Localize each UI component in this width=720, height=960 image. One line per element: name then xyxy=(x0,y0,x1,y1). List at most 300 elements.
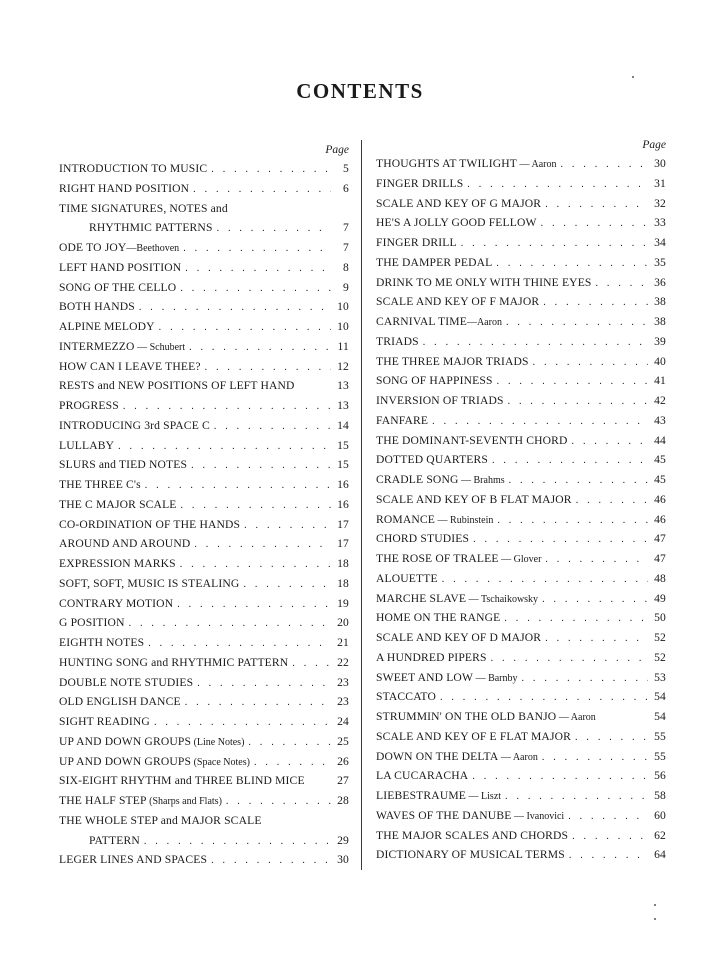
contents-entry xyxy=(376,292,666,312)
dot-leader xyxy=(423,333,648,353)
entry-title xyxy=(59,791,222,812)
entry-title-main: TIME SIGNATURES, NOTES and xyxy=(59,201,228,215)
contents-entry xyxy=(59,534,349,554)
entry-title-main: STACCATO xyxy=(376,690,436,704)
dot-leader xyxy=(596,274,648,294)
entry-page-number: 46 xyxy=(654,512,666,526)
entry-title xyxy=(376,431,568,451)
entry-title xyxy=(59,554,176,574)
dot-leader xyxy=(545,629,648,649)
entry-title-main: CO-ORDINATION OF THE HANDS xyxy=(59,517,241,531)
entry-page-number: 13 xyxy=(337,379,349,393)
entry-composer: (Line Notes) xyxy=(191,736,245,748)
entry-title xyxy=(59,850,207,870)
entry-title-main: LEFT HAND POSITION xyxy=(59,260,182,274)
entry-title xyxy=(376,213,537,233)
contents-entry xyxy=(376,648,666,668)
contents-entry xyxy=(59,791,349,811)
entry-title-main: THE MAJOR SCALES AND CHORDS xyxy=(376,828,569,842)
entry-page-number: 7 xyxy=(343,241,349,254)
entry-page-number: 9 xyxy=(343,280,349,294)
page-title: CONTENTS xyxy=(296,79,424,103)
entry-title xyxy=(59,732,244,753)
contents-entry xyxy=(59,376,349,396)
entry-title xyxy=(59,653,288,673)
dot-leader xyxy=(145,476,331,496)
contents-entry xyxy=(376,312,666,332)
entry-page-number: 25 xyxy=(337,734,349,748)
entry-title xyxy=(376,470,505,491)
print-speck xyxy=(654,918,656,920)
entry-page-number: 33 xyxy=(654,216,666,230)
entry-title xyxy=(376,233,457,253)
entry-page-number: 18 xyxy=(337,576,349,590)
dot-leader xyxy=(509,471,648,491)
dot-leader xyxy=(193,180,331,200)
dot-leader xyxy=(572,827,648,847)
entry-title-main: SCALE AND KEY OF B FLAT MAJOR xyxy=(376,492,572,506)
entry-title xyxy=(376,292,539,312)
entry-title xyxy=(376,687,436,707)
dot-leader xyxy=(504,609,648,629)
dot-leader xyxy=(211,160,331,180)
dot-leader xyxy=(568,807,648,827)
contents-entry xyxy=(376,371,666,391)
entry-page-number: 12 xyxy=(337,359,349,373)
page-column-header: Page xyxy=(642,139,666,151)
entry-title xyxy=(59,396,119,416)
dot-leader xyxy=(497,511,648,531)
entry-title-main: DOUBLE NOTE STUDIES xyxy=(59,675,194,689)
entry-title xyxy=(376,589,538,610)
dot-leader xyxy=(159,318,331,338)
entry-title-main: HUNTING SONG and RHYTHMIC PATTERN xyxy=(59,655,289,669)
entry-page-number: 40 xyxy=(654,354,666,368)
entry-title-main: CHORD STUDIES xyxy=(376,532,470,546)
entry-title-main: SCALE AND KEY OF E FLAT MAJOR xyxy=(376,729,572,743)
dot-leader xyxy=(123,397,331,417)
entry-title xyxy=(59,831,140,851)
entry-title xyxy=(59,633,144,653)
entry-page-number: 18 xyxy=(337,557,349,570)
column-divider xyxy=(361,140,362,870)
entry-page-number: 42 xyxy=(654,394,666,407)
contents-entry xyxy=(376,510,666,530)
contents-entry xyxy=(376,628,666,648)
entry-title xyxy=(376,273,592,293)
entry-title xyxy=(59,159,207,179)
dot-leader xyxy=(440,688,648,708)
entry-title-main: THOUGHTS AT TWILIGHT xyxy=(376,157,518,170)
contents-entry xyxy=(376,470,666,490)
dot-leader xyxy=(180,555,331,575)
entry-title xyxy=(59,199,228,219)
entry-title xyxy=(59,712,150,732)
entry-page-number: 10 xyxy=(337,320,349,333)
dot-leader xyxy=(181,496,331,516)
dot-leader xyxy=(248,733,331,753)
entry-title-main: PATTERN xyxy=(89,833,140,847)
entry-page-number: 10 xyxy=(337,300,349,314)
entry-composer: — Tschaikowsky xyxy=(466,593,539,605)
entry-title xyxy=(59,416,210,436)
entry-title xyxy=(59,455,187,475)
entry-title xyxy=(376,806,564,827)
contents-entry xyxy=(59,179,349,199)
dot-leader xyxy=(139,298,331,318)
entry-title xyxy=(376,391,504,411)
entry-title xyxy=(59,515,240,535)
entry-title-main: HOW CAN I LEAVE THEE? xyxy=(59,359,201,373)
entry-composer: — Barnby xyxy=(473,672,518,684)
entry-title xyxy=(376,648,487,668)
entry-page-number: 30 xyxy=(654,157,666,170)
entry-page-number: 19 xyxy=(337,596,349,610)
entry-page-number: 22 xyxy=(337,655,349,669)
entry-title-main: UP AND DOWN GROUPS xyxy=(59,734,192,748)
entry-title-main: CONTRARY MOTION xyxy=(59,596,174,610)
entry-page-number: 41 xyxy=(654,374,666,388)
contents-entry xyxy=(376,826,666,846)
dot-leader xyxy=(472,767,648,787)
contents-entry xyxy=(59,278,349,298)
entry-page-number: 55 xyxy=(654,749,666,763)
entry-title-main: STRUMMIN' ON THE OLD BANJO xyxy=(376,710,557,723)
contents-entry xyxy=(59,692,349,712)
entry-composer: — Schubert xyxy=(134,341,186,353)
dot-leader xyxy=(461,234,648,254)
entry-page-number: 31 xyxy=(654,176,666,190)
contents-entry xyxy=(376,747,666,767)
entry-page-number: 35 xyxy=(654,255,666,269)
contents-entry xyxy=(59,554,349,574)
contents-entry xyxy=(59,475,349,495)
entry-title xyxy=(376,786,501,807)
entry-title-main: THE THREE C's xyxy=(59,478,141,491)
entry-title-main: RIGHT HAND POSITION xyxy=(59,181,190,195)
dot-leader xyxy=(185,259,331,279)
entry-composer: —Beethoven xyxy=(126,243,180,254)
contents-entry xyxy=(376,450,666,470)
entry-title xyxy=(59,534,190,554)
contents-entry xyxy=(59,732,349,752)
entry-title xyxy=(376,411,428,431)
contents-entry xyxy=(376,766,666,786)
contents-entry xyxy=(59,396,349,416)
contents-list-left xyxy=(59,159,349,870)
entry-title xyxy=(59,218,213,238)
entry-title xyxy=(376,727,571,747)
entry-title xyxy=(59,317,155,337)
entry-title-main: WAVES OF THE DANUBE xyxy=(376,808,512,822)
dot-leader xyxy=(569,846,648,866)
entry-title-main: PROGRESS xyxy=(59,399,119,412)
dot-leader xyxy=(148,634,331,654)
entry-page-number: 47 xyxy=(654,532,666,546)
contents-column-right xyxy=(376,137,666,865)
entry-title xyxy=(376,549,541,570)
entry-title xyxy=(59,475,141,495)
entry-page-number: 17 xyxy=(337,537,349,551)
dot-leader xyxy=(154,713,331,733)
entry-page-number: 47 xyxy=(654,552,666,565)
contents-entry xyxy=(59,752,349,772)
contents-entry xyxy=(376,352,666,372)
dot-leader xyxy=(442,570,648,590)
dot-leader xyxy=(575,728,648,748)
entry-title xyxy=(59,258,181,278)
entry-title-main: HOME ON THE RANGE xyxy=(376,611,501,625)
entry-title-main: ALPINE MELODY xyxy=(59,320,155,333)
entry-page-number: 30 xyxy=(337,853,349,867)
contents-entry xyxy=(376,806,666,826)
entry-page-number: 28 xyxy=(337,794,349,807)
contents-list-right xyxy=(376,154,666,865)
entry-title xyxy=(376,490,572,510)
entry-title-main: SLURS and TIED NOTES xyxy=(59,458,188,472)
entry-title xyxy=(59,673,193,693)
entry-title xyxy=(376,628,541,648)
entry-page-number: 52 xyxy=(654,631,666,644)
dot-leader xyxy=(497,372,648,392)
contents-entry xyxy=(376,174,666,194)
entry-page-number: 23 xyxy=(337,695,349,709)
entry-page-number: 54 xyxy=(654,690,666,704)
entry-title-main: LIEBESTRAUME xyxy=(376,789,467,802)
entry-title xyxy=(376,826,568,846)
entry-title xyxy=(59,179,189,199)
entry-title-main: SONG OF HAPPINESS xyxy=(376,374,493,388)
entry-title-main: AROUND AND AROUND xyxy=(59,537,191,551)
entry-title xyxy=(376,312,502,333)
contents-entry xyxy=(376,707,666,727)
entry-page-number: 15 xyxy=(337,438,349,452)
entry-page-number: 49 xyxy=(654,591,666,605)
entry-title-main: THE HALF STEP xyxy=(59,794,147,807)
dot-leader xyxy=(292,654,331,674)
dot-leader xyxy=(194,535,331,555)
dot-leader xyxy=(217,219,331,239)
entry-title-main: A HUNDRED PIPERS xyxy=(376,650,487,664)
entry-page-number: 15 xyxy=(337,458,349,472)
contents-entry xyxy=(59,218,349,238)
dot-leader xyxy=(561,155,649,175)
dot-leader xyxy=(254,753,331,773)
contents-entry xyxy=(59,712,349,732)
entry-page-number: 38 xyxy=(654,295,666,309)
entry-composer: — Glover xyxy=(498,554,542,565)
dot-leader xyxy=(432,412,648,432)
entry-title xyxy=(59,376,295,396)
entry-title-main: DICTIONARY OF MUSICAL TERMS xyxy=(376,848,565,862)
contents-column-left xyxy=(59,142,349,870)
entry-title-main: THE WHOLE STEP and MAJOR SCALE xyxy=(59,813,262,827)
contents-entry xyxy=(376,273,666,293)
entry-title-main: ODE TO JOY xyxy=(59,241,127,254)
dot-leader xyxy=(189,338,331,358)
dot-leader xyxy=(496,254,648,274)
entry-title xyxy=(376,766,468,786)
entry-title-main: FINGER DRILL xyxy=(376,236,457,249)
entry-title xyxy=(59,297,135,317)
entry-composer: — Brahms xyxy=(458,475,505,486)
entry-title xyxy=(59,337,185,358)
entry-page-number: 46 xyxy=(654,492,666,506)
entry-title-main: DRINK TO ME ONLY WITH THINE EYES xyxy=(376,275,592,289)
entry-title xyxy=(59,692,181,712)
entry-title-main: CARNIVAL TIME xyxy=(376,315,467,328)
entry-page-number: 8 xyxy=(343,260,349,274)
entry-page-number: 20 xyxy=(337,616,349,630)
entry-page-number: 38 xyxy=(654,315,666,328)
entry-title xyxy=(59,771,305,791)
entry-title-main: LULLABY xyxy=(59,438,115,452)
entry-title xyxy=(59,436,114,456)
contents-entry xyxy=(376,845,666,865)
entry-title-main: SIX-EIGHT RHYTHM and THREE BLIND MICE xyxy=(59,774,305,788)
entry-title-main: LEGER LINES AND SPACES xyxy=(59,853,208,867)
entry-title xyxy=(59,752,250,773)
contents-entry xyxy=(59,495,349,515)
page-column-header: Page xyxy=(325,144,349,156)
entry-page-number: 55 xyxy=(654,729,666,743)
entry-page-number: 24 xyxy=(337,715,349,728)
entry-title-main: THE ROSE OF TRALEE xyxy=(376,552,499,565)
dot-leader xyxy=(211,851,331,871)
entry-composer: — Aaron xyxy=(556,712,596,723)
entry-title xyxy=(59,238,179,259)
entry-title-main: RHYTHMIC PATTERNS xyxy=(89,221,213,235)
entry-page-number: 16 xyxy=(337,478,349,491)
entry-page-number: 6 xyxy=(343,181,349,195)
contents-entry xyxy=(59,574,349,594)
entry-title xyxy=(376,608,500,628)
dot-leader xyxy=(491,649,648,669)
entry-page-number: 50 xyxy=(654,611,666,625)
dot-leader xyxy=(576,491,648,511)
dot-leader xyxy=(183,239,331,259)
entry-title-main: THE THREE MAJOR TRIADS xyxy=(376,354,529,368)
entry-title xyxy=(376,707,596,728)
entry-title-main: DOWN ON THE DELTA xyxy=(376,749,499,763)
print-speck xyxy=(632,76,634,78)
entry-page-number: 36 xyxy=(654,275,666,289)
dot-leader xyxy=(197,674,331,694)
entry-title-main: INTERMEZZO xyxy=(59,339,135,353)
entry-title xyxy=(59,811,262,831)
dot-leader xyxy=(185,693,331,713)
contents-entry xyxy=(59,159,349,179)
entry-title-main: FANFARE xyxy=(376,413,429,427)
entry-page-number: 44 xyxy=(654,433,666,447)
dot-leader xyxy=(508,392,648,412)
entry-page-number: 11 xyxy=(337,339,349,353)
entry-page-number: 60 xyxy=(654,808,666,822)
contents-entry xyxy=(59,633,349,653)
entry-title xyxy=(59,613,125,633)
entry-title-main: HE'S A JOLLY GOOD FELLOW xyxy=(376,216,537,230)
contents-entry xyxy=(59,455,349,475)
entry-title xyxy=(376,371,493,391)
entry-title-main: TRIADS xyxy=(376,334,419,348)
dot-leader xyxy=(129,614,331,634)
contents-entry xyxy=(59,416,349,436)
entry-title xyxy=(376,154,557,175)
dot-leader xyxy=(118,437,331,457)
contents-entry xyxy=(59,258,349,278)
entry-composer: (Sharps and Flats) xyxy=(146,796,222,807)
contents-entry xyxy=(376,608,666,628)
contents-entry xyxy=(376,332,666,352)
entry-title-main: CRADLE SONG xyxy=(376,473,459,486)
entry-title xyxy=(59,357,201,377)
entry-page-number: 23 xyxy=(337,675,349,689)
entry-title-main: INTRODUCTION TO MUSIC xyxy=(59,162,208,175)
contents-entry xyxy=(376,431,666,451)
contents-entry xyxy=(376,589,666,609)
entry-composer: — Liszt xyxy=(466,791,502,802)
entry-title xyxy=(376,194,541,214)
entry-title-main: LA CUCARACHA xyxy=(376,769,469,783)
contents-entry xyxy=(59,811,349,831)
dot-leader xyxy=(545,195,648,215)
entry-title-main: THE DOMINANT-SEVENTH CHORD xyxy=(376,433,568,447)
entry-title xyxy=(59,278,176,298)
entry-page-number: 56 xyxy=(654,769,666,783)
contents-entry xyxy=(59,199,349,219)
contents-entry xyxy=(59,297,349,317)
entry-title-main: INTRODUCING 3rd SPACE C xyxy=(59,418,210,432)
entry-composer: — Ivanovici xyxy=(511,810,565,822)
entry-title-main: SCALE AND KEY OF D MAJOR xyxy=(376,631,542,644)
dot-leader xyxy=(180,279,331,299)
entry-title xyxy=(376,332,419,352)
contents-entry xyxy=(59,653,349,673)
entry-title xyxy=(59,495,177,515)
entry-title-main: G POSITION xyxy=(59,616,125,630)
entry-title xyxy=(376,747,538,768)
entry-page-number: 16 xyxy=(337,497,349,511)
dot-leader xyxy=(243,575,331,595)
contents-entry xyxy=(59,436,349,456)
entry-page-number: 53 xyxy=(654,670,666,684)
entry-title-main: RESTS and NEW POSITIONS OF LEFT HAND xyxy=(59,379,295,393)
entry-page-number: 34 xyxy=(654,236,666,249)
contents-entry xyxy=(59,515,349,535)
dot-leader xyxy=(522,669,648,689)
dot-leader xyxy=(205,358,331,378)
entry-title-main: SOFT, SOFT, MUSIC IS STEALING xyxy=(59,576,240,590)
entry-composer: — Aaron xyxy=(498,751,538,763)
entry-title xyxy=(376,529,469,549)
dot-leader xyxy=(572,432,648,452)
contents-entry xyxy=(59,771,349,791)
dot-leader xyxy=(473,530,648,550)
contents-entry xyxy=(59,317,349,337)
entry-page-number: 21 xyxy=(337,636,349,649)
entry-composer: — Rubinstein xyxy=(435,514,494,526)
entry-page-number: 27 xyxy=(337,774,349,788)
contents-entry xyxy=(376,786,666,806)
entry-composer: (Space Notes) xyxy=(191,756,250,768)
dot-leader xyxy=(543,293,648,313)
dot-leader xyxy=(506,313,648,333)
entry-title-main: ROMANCE xyxy=(376,512,436,526)
dot-leader xyxy=(177,595,331,615)
entry-page-number: 26 xyxy=(337,754,349,768)
entry-page-number: 29 xyxy=(337,833,349,847)
dot-leader xyxy=(191,456,331,476)
